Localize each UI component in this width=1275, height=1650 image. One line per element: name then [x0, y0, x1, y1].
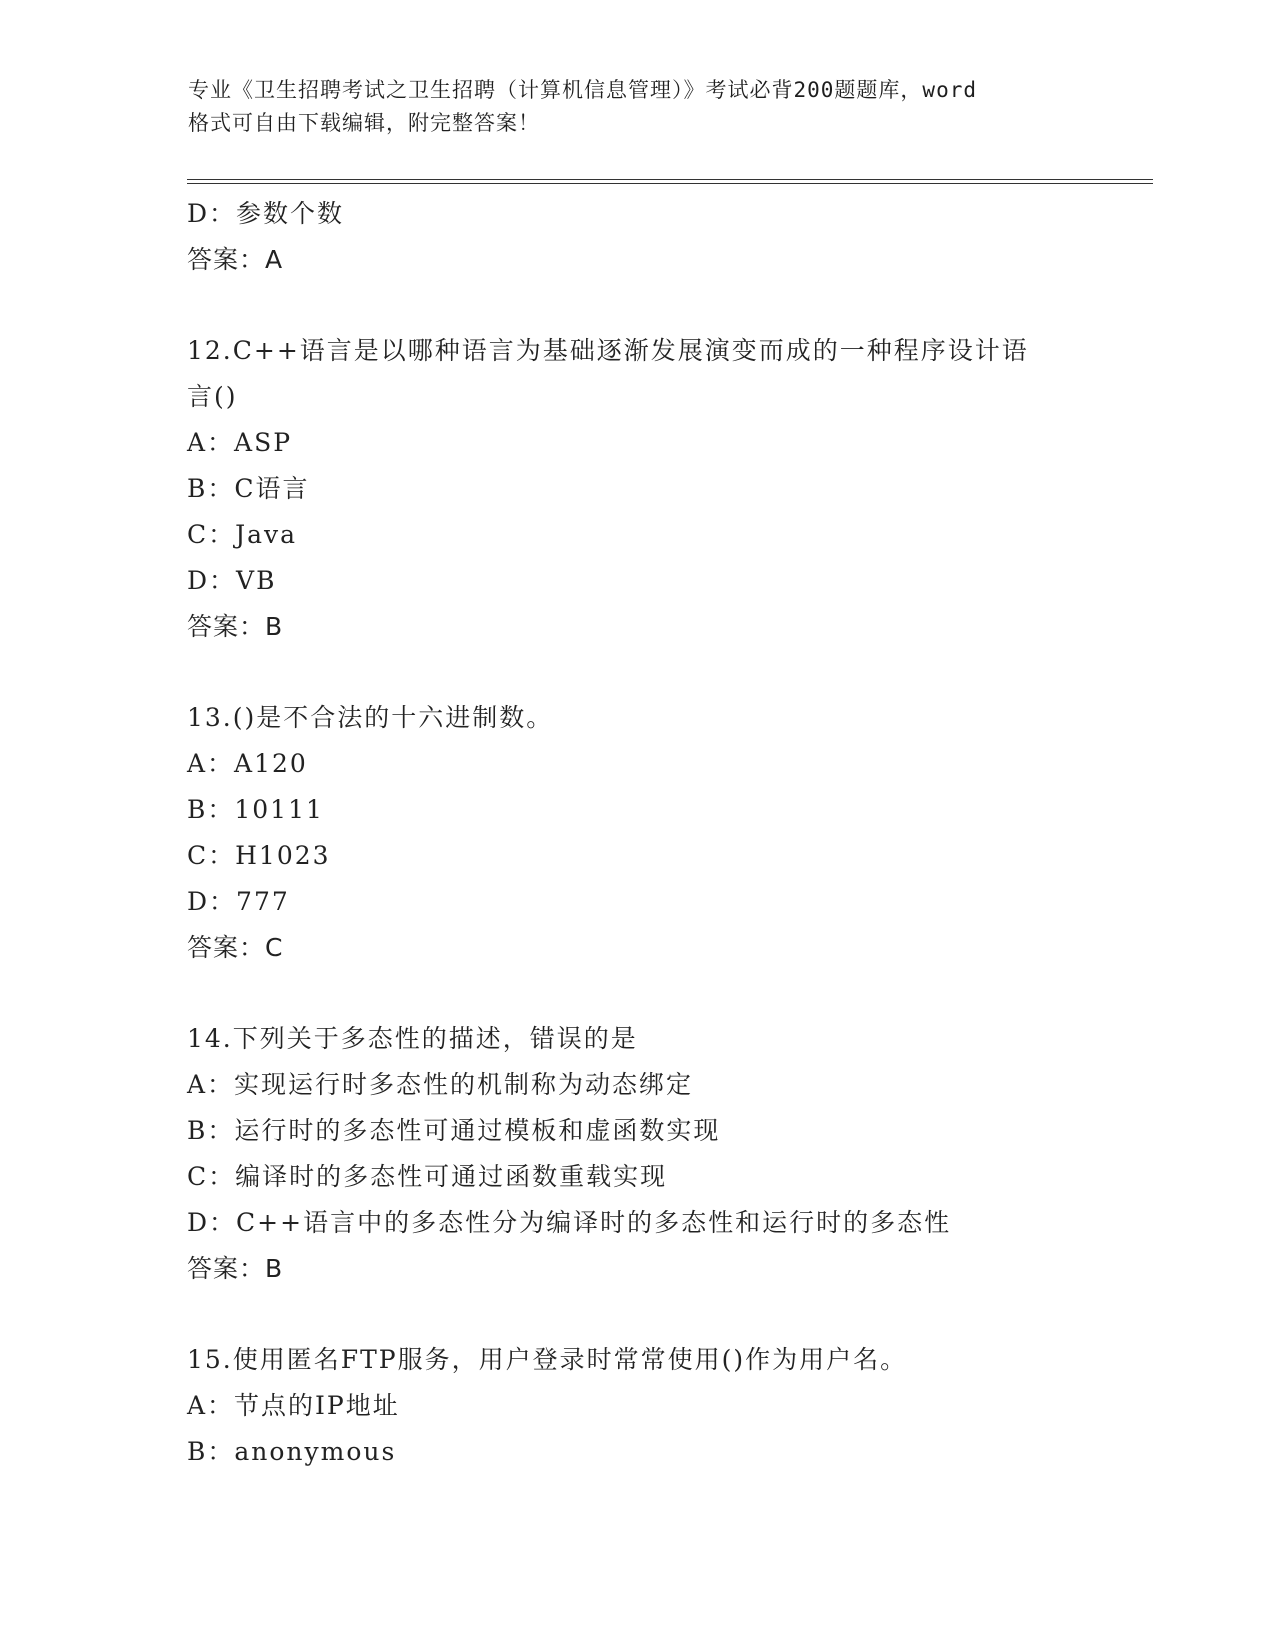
option-b: B：anonymous	[187, 1437, 397, 1466]
option-d: D：C++语言中的多态性分为编译时的多态性和运行时的多态性	[187, 1208, 952, 1237]
question-12	[187, 328, 1147, 650]
option-d: D：777	[187, 887, 290, 916]
option-d: D：参数个数	[187, 199, 345, 228]
answer-line: 答案：A	[187, 245, 284, 274]
header-line-1: 专业《卫生招聘考试之卫生招聘（计算机信息管理）》考试必背200题题库，word	[188, 78, 977, 102]
question-15	[187, 1337, 1147, 1475]
option-c: C：Java	[187, 520, 298, 549]
option-c: C：H1023	[187, 841, 331, 870]
option-a: A：实现运行时多态性的机制称为动态绑定	[187, 1070, 694, 1099]
answer-line: 答案：C	[187, 933, 284, 962]
question-13	[187, 695, 1147, 971]
option-b: B：10111	[187, 795, 324, 824]
header-divider-bottom	[187, 183, 1153, 184]
question-title: 15.使用匿名FTP服务，用户登录时常常使用()作为用户名。	[187, 1345, 908, 1374]
question-title: 12.C++语言是以哪种语言为基础逐渐发展演变而成的一种程序设计语	[187, 336, 1029, 365]
question-title-continued: 言()	[187, 382, 238, 411]
header-line-2: 格式可自由下载编辑，附完整答案！	[188, 111, 540, 135]
question-title: 13.()是不合法的十六进制数。	[187, 703, 554, 732]
option-b: B：运行时的多态性可通过模板和虚函数实现	[187, 1116, 721, 1145]
option-a: A：A120	[187, 749, 308, 778]
option-c: C：编译时的多态性可通过函数重载实现	[187, 1162, 668, 1191]
option-a: A：节点的IP地址	[187, 1391, 400, 1420]
option-a: A：ASP	[187, 428, 293, 457]
document-header	[188, 74, 1088, 140]
option-d: D：VB	[187, 566, 277, 595]
answer-line: 答案：B	[187, 1254, 284, 1283]
question-list	[187, 191, 1147, 1475]
question-title: 14.下列关于多态性的描述，错误的是	[187, 1024, 638, 1053]
option-b: B：C语言	[187, 474, 310, 503]
header-divider-top	[187, 179, 1153, 180]
answer-line: 答案：B	[187, 612, 284, 641]
question-14	[187, 1016, 1147, 1292]
